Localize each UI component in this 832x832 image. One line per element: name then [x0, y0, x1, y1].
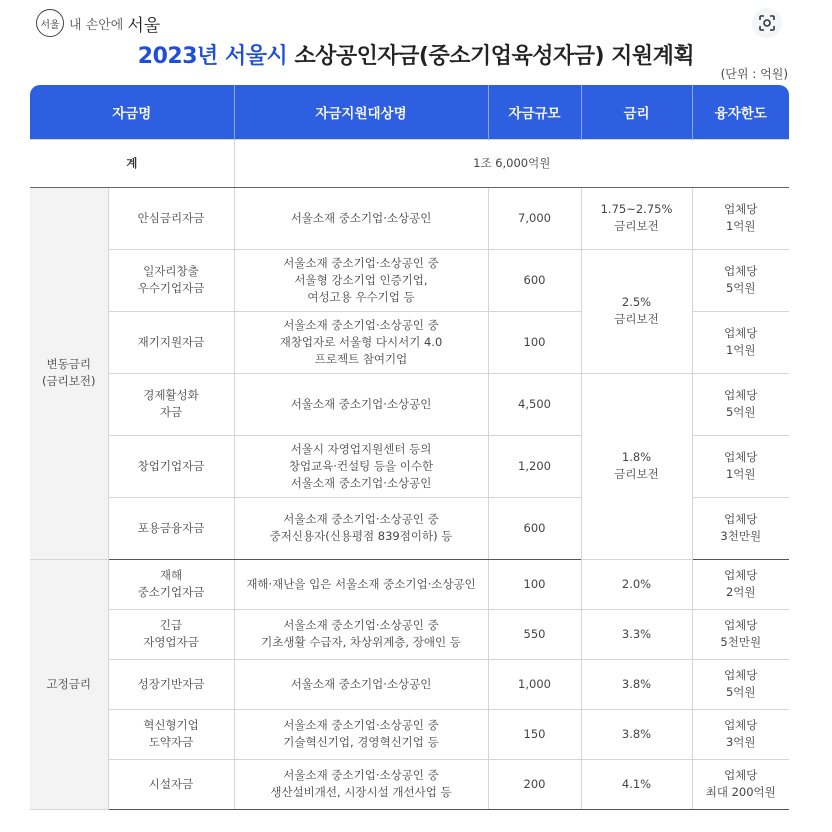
fund-limit: 업체당 1억원 — [692, 187, 789, 249]
seoul-logo — [36, 8, 160, 38]
table-row — [30, 559, 789, 609]
fund-name: 재기지원자금 — [108, 311, 234, 373]
fund-rate: 2.5% 금리보전 — [581, 249, 692, 373]
fund-target: 서울시 자영업지원센터 등의 창업교육·컨설팅 등을 이수한 서울소재 중소기업·소상공인 — [234, 435, 488, 497]
table-row — [30, 187, 789, 249]
title-rest: 소상공인자금(중소기업육성자금) 지원계획 — [294, 44, 695, 69]
fund-rate: 3.8% — [581, 709, 692, 759]
table-row — [30, 709, 789, 759]
header-limit: 융자한도 — [692, 85, 789, 139]
fund-amount: 7,000 — [488, 187, 581, 249]
header-fund-name: 자금명 — [30, 85, 234, 139]
fund-name: 안심금리자금 — [108, 187, 234, 249]
table-row — [30, 609, 789, 659]
fund-limit: 업체당 1억원 — [692, 435, 789, 497]
table-row — [30, 659, 789, 709]
fund-amount: 600 — [488, 497, 581, 559]
fund-rate: 4.1% — [581, 759, 692, 809]
page-title — [0, 39, 832, 70]
logo-tagline: 내 손안에 — [69, 17, 124, 33]
fund-limit: 업체당 5억원 — [692, 249, 789, 311]
fund-target: 서울소재 중소기업·소상공인 중 기술혁신기업, 경영혁신기업 등 — [234, 709, 488, 759]
header-rate: 금리 — [581, 85, 692, 139]
fund-name: 일자리창출 우수기업자금 — [108, 249, 234, 311]
fund-target: 서울소재 중소기업·소상공인 중 재창업자로 서울형 다시서기 4.0 프로젝트 참여기업 — [234, 311, 488, 373]
fund-name: 성장기반자금 — [108, 659, 234, 709]
total-row — [30, 139, 789, 187]
fund-rate: 1.8% 금리보전 — [581, 373, 692, 559]
fund-name: 긴급 자영업자금 — [108, 609, 234, 659]
fund-amount: 600 — [488, 249, 581, 311]
table-row — [30, 249, 789, 311]
title-highlight: 2023년 서울시 — [137, 44, 288, 69]
fund-amount: 1,000 — [488, 659, 581, 709]
fund-limit: 업체당 1억원 — [692, 311, 789, 373]
fund-rate: 3.8% — [581, 659, 692, 709]
fund-amount: 100 — [488, 311, 581, 373]
fund-amount: 200 — [488, 759, 581, 809]
fund-limit: 업체당 5억원 — [692, 659, 789, 709]
total-label: 계 — [30, 139, 234, 187]
fund-target: 서울소재 중소기업·소상공인 — [234, 187, 488, 249]
fund-target: 서울소재 중소기업·소상공인 중 서울형 강소기업 인증기업, 여성고용 우수기업 등 — [234, 249, 488, 311]
total-value: 1조 6,000억원 — [234, 139, 789, 187]
header-target: 자금지원대상명 — [234, 85, 488, 139]
fund-name: 경제활성화 자금 — [108, 373, 234, 435]
fund-amount: 1,200 — [488, 435, 581, 497]
scan-button[interactable] — [752, 8, 782, 38]
fund-target: 서울소재 중소기업·소상공인 — [234, 659, 488, 709]
fund-rate: 2.0% — [581, 559, 692, 609]
table-row — [30, 373, 789, 435]
fund-amount: 4,500 — [488, 373, 581, 435]
scan-icon — [758, 14, 776, 32]
fund-rate: 3.3% — [581, 609, 692, 659]
group-label-variable: 변동금리 (금리보전) — [30, 187, 108, 559]
fund-target: 서울소재 중소기업·소상공인 중 기초생활 수급자, 차상위계층, 장애인 등 — [234, 609, 488, 659]
fund-name: 창업기업자금 — [108, 435, 234, 497]
fund-rate: 1.75~2.75% 금리보전 — [581, 187, 692, 249]
fund-target: 재해·재난을 입은 서울소재 중소기업·소상공인 — [234, 559, 488, 609]
fund-name: 재해 중소기업자금 — [108, 559, 234, 609]
fund-limit: 업체당 2억원 — [692, 559, 789, 609]
table-row — [30, 759, 789, 809]
fund-name: 포용금융자금 — [108, 497, 234, 559]
fund-limit: 업체당 3천만원 — [692, 497, 789, 559]
fund-name: 혁신형기업 도약자금 — [108, 709, 234, 759]
fund-limit: 업체당 최대 200억원 — [692, 759, 789, 809]
table-header-row — [30, 85, 789, 139]
logo-name: 서울 — [127, 15, 161, 36]
fund-limit: 업체당 3억원 — [692, 709, 789, 759]
fund-amount: 150 — [488, 709, 581, 759]
fund-limit: 업체당 5억원 — [692, 373, 789, 435]
fund-target: 서울소재 중소기업·소상공인 중 생산설비개선, 시장시설 개선사업 등 — [234, 759, 488, 809]
fund-target: 서울소재 중소기업·소상공인 — [234, 373, 488, 435]
fund-table — [30, 85, 789, 810]
fund-limit: 업체당 5천만원 — [692, 609, 789, 659]
fund-name: 시설자금 — [108, 759, 234, 809]
fund-amount: 100 — [488, 559, 581, 609]
fund-target: 서울소재 중소기업·소상공인 중 중저신용자(신용평점 839점이하) 등 — [234, 497, 488, 559]
unit-note: (단위 : 억원) — [720, 67, 788, 81]
seoul-seal-icon: 서울 — [36, 9, 64, 37]
header-amount: 자금규모 — [488, 85, 581, 139]
fund-amount: 550 — [488, 609, 581, 659]
group-label-fixed: 고정금리 — [30, 559, 108, 809]
